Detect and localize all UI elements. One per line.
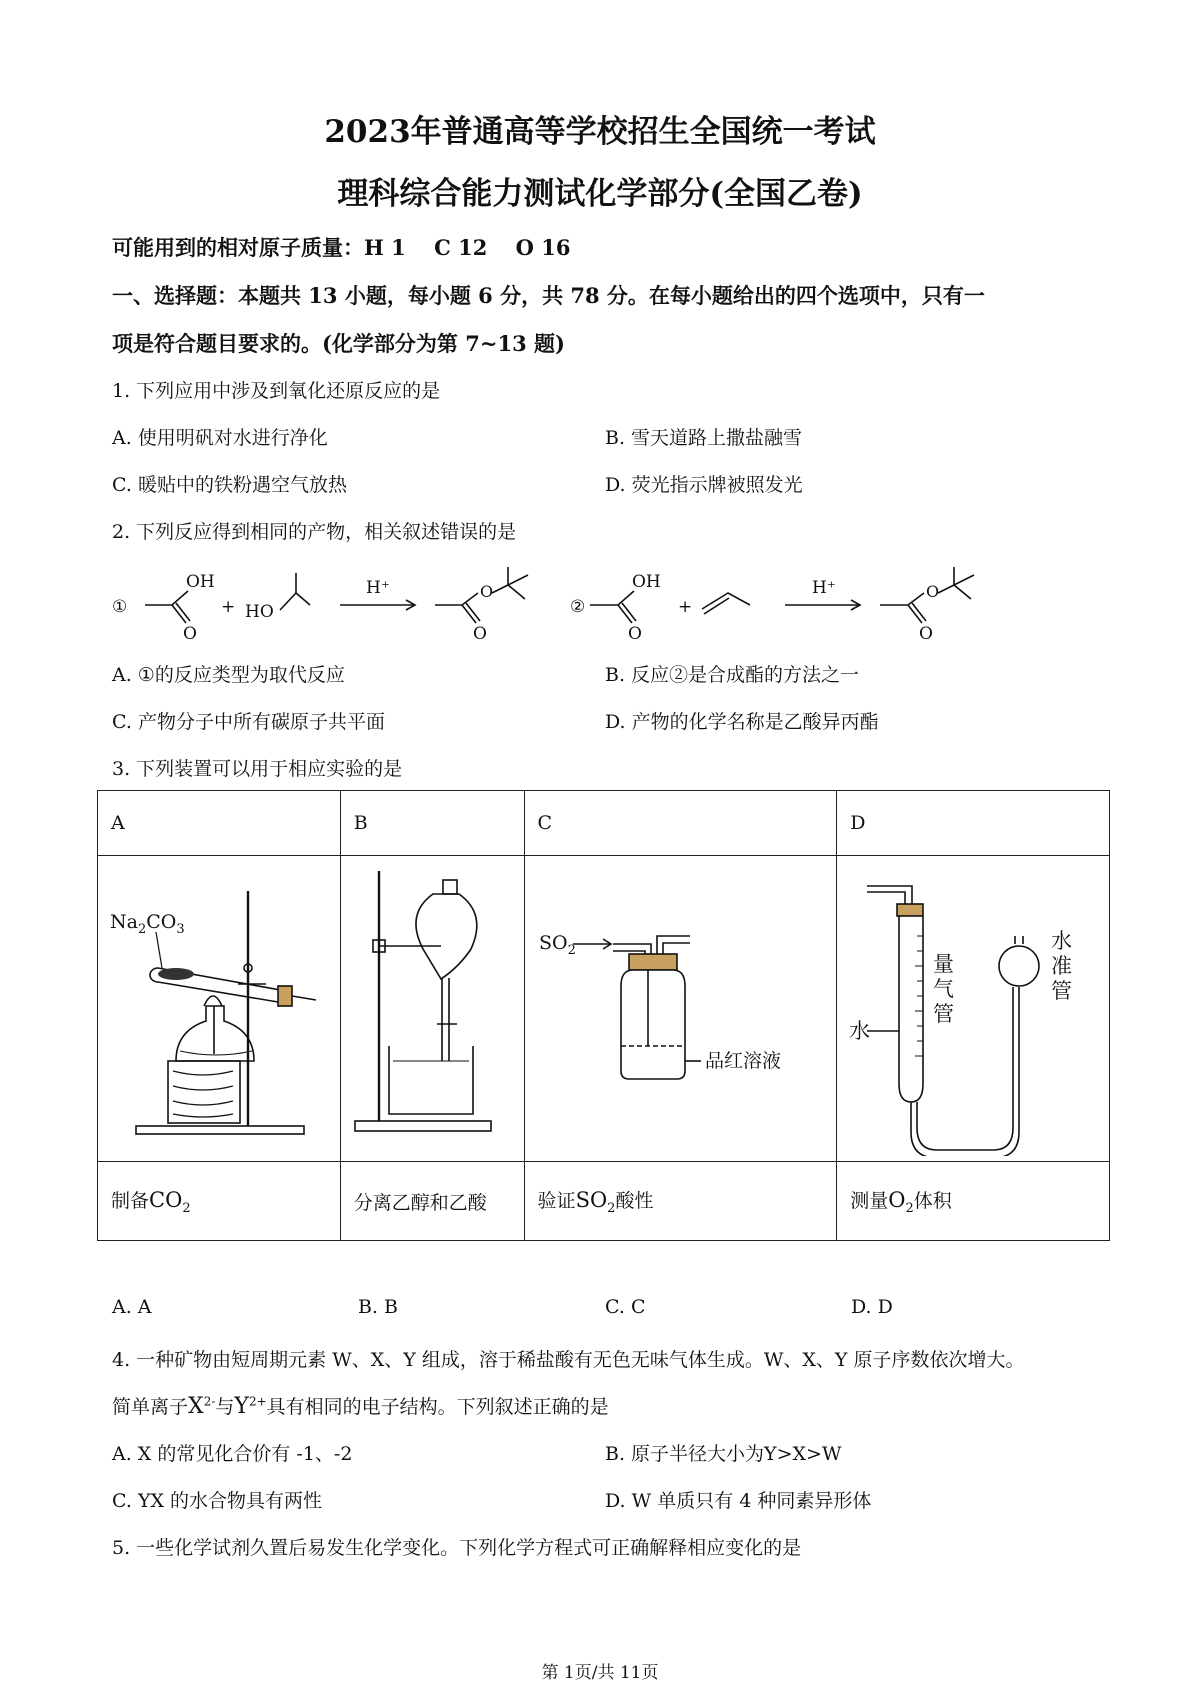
q2-option-b[interactable]: B. 反应②是合成酯的方法之一 — [605, 664, 860, 686]
q1-option-c[interactable]: C. 暖贴中的铁粉遇空气放热 — [112, 474, 347, 496]
table-header-a: A — [98, 791, 341, 856]
apparatus-d-cell — [837, 856, 1110, 1162]
apparatus-a-cell — [98, 856, 341, 1162]
q2-option-c[interactable]: C. 产物分子中所有碳原子共平面 — [112, 711, 385, 733]
section-instructions-line1: 一、选择题：本题共 13 小题，每小题 6 分，共 78 分。在每小题给出的四个选项中，只有一 — [112, 283, 985, 308]
pink-dye-solution-label: 品红溶液 — [704, 1050, 781, 1072]
svg-text:Na2CO3: $Na_2CO_3$ — [110, 911, 185, 937]
page-footer: 第 1页/共 11页 — [541, 1663, 659, 1683]
q2-option-a[interactable]: A. ①的反应类型为取代反应 — [112, 664, 345, 686]
q1-stem: 1. 下列应用中涉及到氧化还原反应的是 — [112, 380, 441, 402]
svg-text:O: O — [919, 624, 933, 643]
svg-text:气: 气 — [933, 977, 955, 1001]
caption-d: 测量$O_2$体积 — [837, 1162, 1110, 1241]
q2-stem: 2. 下列反应得到相同的产物，相关叙述错误的是 — [112, 521, 517, 543]
svg-text:量: 量 — [933, 952, 955, 976]
svg-text:O: O — [473, 624, 487, 643]
q4-option-a[interactable]: A. X 的常见化合价有 -1、-2 — [112, 1443, 353, 1465]
q1-option-a[interactable]: A. 使用明矾对水进行净化 — [112, 427, 328, 449]
apparatus-b-cell — [340, 856, 524, 1162]
q1-option-d[interactable]: D. 荧光指示牌被照发光 — [605, 474, 803, 496]
q4-stem-line2: 简单离子$X^{2-}$与$Y^{2+}$具有相同的电子结构。下列叙述正确的是 — [112, 1394, 609, 1419]
apparatus-c-figure — [525, 856, 835, 1156]
q2-option-d[interactable]: D. 产物的化学名称是乙酸异丙酯 — [605, 711, 879, 733]
q3-option-c[interactable]: C. C — [605, 1296, 646, 1318]
reaction1-o-label: O — [183, 624, 197, 643]
reaction2-marker: ② — [570, 597, 586, 617]
reaction2-catalyst: H⁺ — [812, 578, 836, 598]
caption-a: 制备$CO_2$ — [98, 1162, 341, 1241]
q3-option-a[interactable]: A. A — [112, 1296, 152, 1318]
q5-stem: 5. 一些化学试剂久置后易发生化学变化。下列化学方程式可正确解释相应变化的是 — [112, 1537, 802, 1559]
reaction1-marker: ① — [112, 597, 128, 617]
reaction2-o-label: O — [628, 624, 642, 643]
q4-stem-line1: 4. 一种矿物由短周期元素 W、X、Y 组成，溶于稀盐酸有无色无味气体生成。W、X、Y 原子序数依次增大。 — [112, 1349, 1025, 1371]
q3-option-d[interactable]: D. D — [851, 1296, 893, 1318]
reaction2-plus: + — [678, 597, 693, 617]
reaction1-plus: + — [221, 597, 236, 617]
q1-option-b[interactable]: B. 雪天道路上撒盐融雪 — [605, 427, 803, 449]
atomic-mass-line: 可能用到的相对原子质量：H 1 C 12 O 16 — [112, 235, 571, 260]
apparatus-b-figure — [341, 856, 523, 1156]
q3-apparatus-table — [97, 790, 1110, 1241]
caption-b: 分离乙醇和乙酸 — [340, 1162, 524, 1241]
q4-option-c[interactable]: C. YX 的水合物具有两性 — [112, 1490, 323, 1512]
apparatus-c-cell — [524, 856, 837, 1162]
q4-option-b[interactable]: B. 原子半径大小为Y>X>W — [605, 1443, 842, 1465]
caption-c: 验证$SO_2$酸性 — [524, 1162, 837, 1241]
table-header-b: B — [340, 791, 524, 856]
svg-text:管: 管 — [933, 1002, 955, 1026]
svg-text:O: O — [480, 582, 494, 601]
apparatus-a-figure — [98, 856, 338, 1156]
reaction2-oh-label: OH — [632, 572, 661, 592]
table-header-d: D — [837, 791, 1110, 856]
q3-option-b[interactable]: B. B — [358, 1296, 399, 1318]
section-instructions-line2: 项是符合题目要求的。(化学部分为第 7~13 题) — [112, 331, 565, 356]
svg-text:管: 管 — [1051, 979, 1073, 1003]
exam-title: 2023年普通高等学校招生全国统一考试 — [324, 114, 876, 150]
apparatus-d-figure — [837, 856, 1107, 1156]
svg-text:准: 准 — [1051, 954, 1073, 978]
water-label: 水 — [849, 1019, 871, 1043]
table-header-c: C — [524, 791, 837, 856]
reaction1-oh-label: OH — [186, 572, 215, 592]
reaction1-ho-label: HO — [245, 602, 274, 622]
q3-stem: 3. 下列装置可以用于相应实验的是 — [112, 758, 403, 780]
svg-text:O: O — [926, 582, 940, 601]
svg-text:SO2: $SO_2$ — [538, 932, 576, 958]
q4-option-d[interactable]: D. W 单质只有 4 种同素异形体 — [605, 1490, 872, 1512]
q2-reaction-schemes — [100, 565, 1100, 643]
reaction1-catalyst: H⁺ — [366, 578, 390, 598]
svg-text:水: 水 — [1051, 929, 1073, 953]
exam-subtitle: 理科综合能力测试化学部分(全国乙卷) — [337, 176, 863, 212]
